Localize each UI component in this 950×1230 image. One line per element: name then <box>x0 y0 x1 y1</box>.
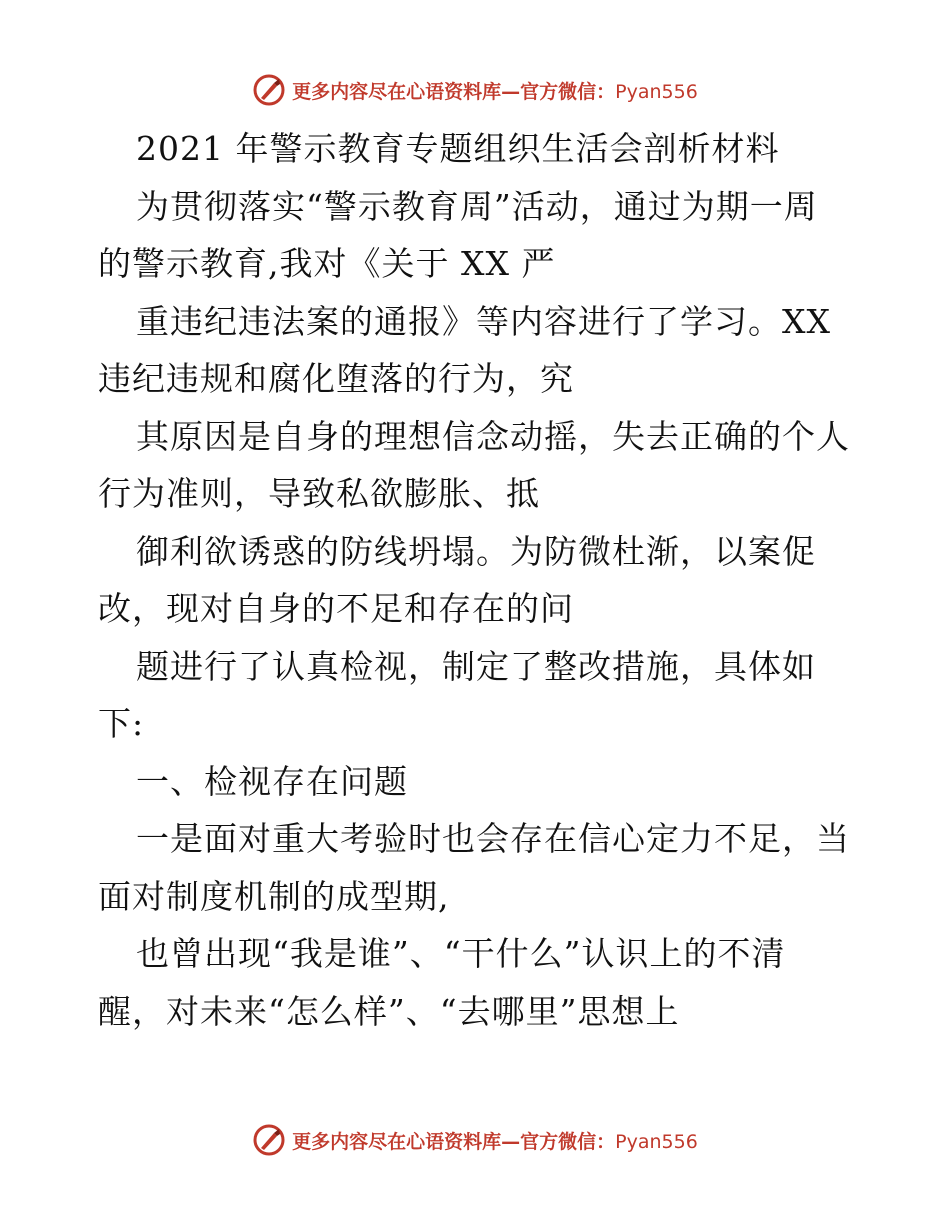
text-line: 醒，对未来“怎么样”、“去哪里”思想上 <box>98 991 680 1031</box>
quill-logo-icon <box>252 73 286 107</box>
text-line: 改，现对自身的不足和存在的问 <box>98 589 574 628</box>
document-title: 2021 年警示教育专题组织生活会剖析材料 <box>136 129 780 168</box>
header-banner <box>0 70 950 110</box>
text-line: 的警示教育,我对《关于 XX 严 <box>98 244 556 283</box>
quill-logo-icon <box>252 1123 286 1157</box>
text-line: 面对制度机制的成型期, <box>98 876 450 916</box>
banner-message: 更多内容尽在心语资料库—官方微信： <box>292 1130 616 1153</box>
text-line: 违纪违规和腐化堕落的行为，究 <box>98 359 574 398</box>
banner-text <box>292 1127 698 1154</box>
footer-banner <box>0 1120 950 1160</box>
text-line: 其原因是自身的理想信念动摇，失去正确的个人 <box>136 416 850 456</box>
text-line: 下: <box>98 704 145 743</box>
wechat-account: Pyan556 <box>615 1130 698 1153</box>
text-line: 也曾出现“我是谁”、“干什么”认识上的不清 <box>136 934 786 973</box>
section-heading: 一、检视存在问题 <box>136 761 408 801</box>
banner-text <box>292 77 698 104</box>
text-line: 题进行了认真检视，制定了整改措施，具体如 <box>136 646 816 686</box>
text-line: 行为准则，导致私欲膨胀、抵 <box>98 474 540 513</box>
wechat-account: Pyan556 <box>615 80 698 103</box>
banner-message: 更多内容尽在心语资料库—官方微信： <box>292 80 616 103</box>
text-line: 一是面对重大考验时也会存在信心定力不足，当 <box>136 819 850 858</box>
text-line: 御利欲诱惑的防线坍塌。为防微杜渐，以案促 <box>136 531 816 571</box>
text-line: 重违纪违法案的通报》等内容进行了学习。XX <box>136 301 831 341</box>
text-line: 为贯彻落实“警示教育周”活动，通过为期一周 <box>136 186 818 226</box>
document-body <box>98 120 858 1040</box>
